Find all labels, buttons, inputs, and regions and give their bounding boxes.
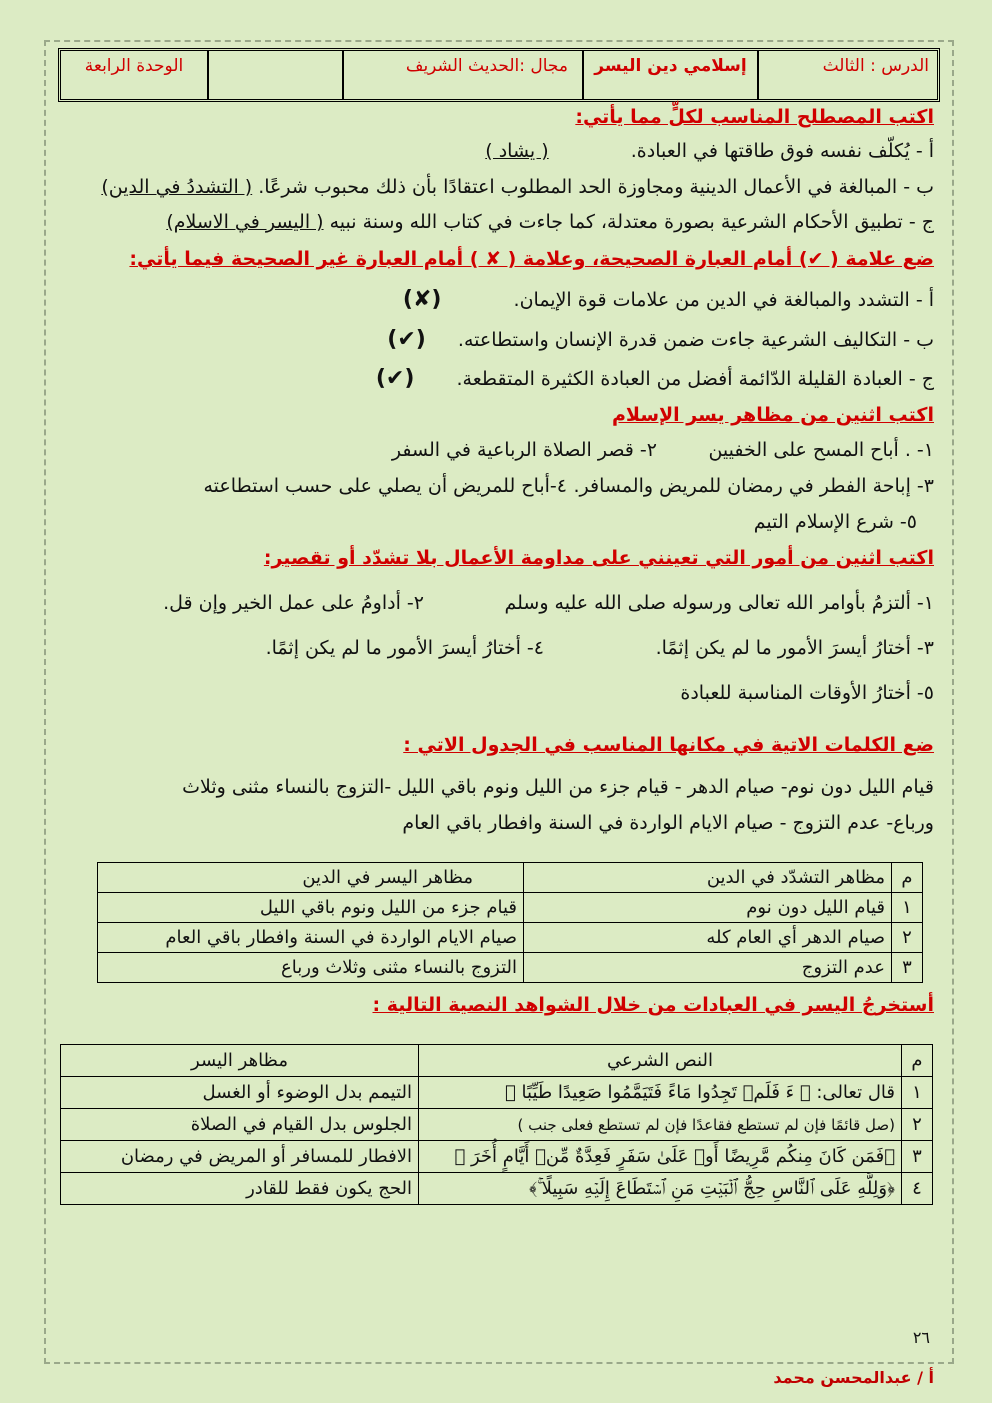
ease-cell: الجلوس بدل القيام في الصلاة (61, 1109, 419, 1141)
ease-cell: صيام الايام الواردة في السنة وافطار باقي العام (98, 923, 524, 953)
ease-cell: الحج يكون فقط للقادر (61, 1173, 419, 1205)
q1-c-text: ج - تطبيق الأحكام الشرعية بصورة معتدلة، كما جاءت في كتاب الله وسنة نبيه (329, 211, 934, 233)
table-header-row (98, 863, 923, 893)
q4-item-3: ٣- أختارُ أيسرَ الأمور ما لم يكن إثمًا. (655, 637, 934, 659)
q4-heading: اكتب اثنين من أمور التي تعينني على مداومة الأعمال بلا تشدّد أو تقصير: (263, 547, 934, 569)
page-number: ٢٦ (912, 1328, 930, 1347)
row-number: ٣ (892, 953, 923, 983)
q1-b-answer: ( التشددُ في الدين) (101, 176, 253, 198)
table-header-row (61, 1045, 933, 1077)
row-number: ٢ (892, 923, 923, 953)
table-row (98, 953, 923, 983)
text-cell: (صل قائمًا فإن لم تستطع فقاعدًا فإن لم تستطع فعلى جنب ) (419, 1109, 902, 1141)
q1-b-text: ب - المبالغة في الأعمال الدينية ومجاوزة الحد المطلوب اعتقادًا بأن ذلك محبوب شرعًا. (258, 176, 934, 198)
q2-item-c (376, 366, 934, 391)
col-number: م (892, 863, 923, 893)
q4-item-5: ٥- أختارُ الأوقات المناسبة للعبادة (680, 682, 934, 704)
header-empty-cell (207, 51, 342, 99)
q2-c-mark: (✔) (375, 366, 415, 391)
q3-item-2: ٢- قصر الصلاة الرباعية في السفر (391, 439, 657, 461)
table-row (98, 923, 923, 953)
q4-item-4: ٤- أختارُ أيسرَ الأمور ما لم يكن إثمًا. (265, 637, 544, 659)
q5-words-line2: ورباع- عدم التزوج - صيام الايام الواردة في السنة وافطار باقي العام (402, 812, 934, 834)
col-strict: مظاهر التشدّد في الدين (524, 863, 892, 893)
q6-heading: أستخرجُ اليسر في العبادات من خلال الشواهد النصية التالية : (372, 994, 934, 1016)
q2-b-mark: (✔) (387, 327, 426, 352)
col-ease: مظاهر اليسر في الدين (98, 863, 524, 893)
q1-item-a (485, 140, 934, 162)
q6-table (60, 1044, 933, 1205)
table-row (61, 1077, 933, 1109)
q3-item-3: ٣- إباحة الفطر في رمضان للمريض والمسافر. (573, 475, 934, 497)
q1-c-answer: ( اليسر في الاسلام) (166, 211, 324, 233)
col-number: م (902, 1045, 933, 1077)
q2-heading: ضع علامة ( ✔) أمام العبارة الصحيحة، وعلامة ( ✘ ) أمام العبارة غير الصحيحة فيما يأتي: (129, 248, 934, 270)
text-cell: قال تعالى: ﴿ ءَ فَلَمۡ تَجِدُوا مَاءً فَتَيَمَّمُوا صَعِيدًا طَيِّبًا ﴾ (419, 1077, 902, 1109)
q2-b-text: ب - التكاليف الشرعية جاءت ضمن قدرة الإنسان واستطاعته. (457, 329, 934, 351)
q3-item-1: ١- . أباح المسح على الخفيين (708, 439, 934, 461)
row-number: ١ (902, 1077, 933, 1109)
row-number: ٢ (902, 1109, 933, 1141)
q5-heading: ضع الكلمات الاتية في مكانها المناسب في الجدول الاتي : (403, 734, 934, 756)
ease-cell: الافطار للمسافر أو المريض في رمضان (61, 1141, 419, 1173)
table-row (61, 1173, 933, 1205)
q4-item-1: ١- ألتزمُ بأوامر الله تعالى ورسوله صلى الله عليه وسلم (504, 592, 934, 614)
lesson-unit: الوحدة الرابعة (84, 56, 184, 76)
q2-c-text: ج - العبادة القليلة الدّائمة أفضل من العبادة الكثيرة المتقطعة. (456, 368, 934, 390)
q2-a-mark: (✘) (402, 287, 442, 312)
col-ease: مظاهر اليسر (61, 1045, 419, 1077)
q2-a-text: أ - التشدد والمبالغة في الدين من علامات قوة الإيمان. (513, 289, 934, 311)
row-number: ٣ (902, 1141, 933, 1173)
col-text: النص الشرعي (419, 1045, 902, 1077)
ease-cell: قيام جزء من الليل ونوم باقي الليل (98, 893, 524, 923)
ease-cell: التزوج بالنساء مثنى وثلاث ورباع (98, 953, 524, 983)
text-cell: ﴿وَلِلَّهِ عَلَى ٱلنَّاسِ حِجُّ ٱلۡبَيۡتِ مَنِ ٱسۡتَطَاعَ إِلَيۡهِ سَبِيلًا ۚ﴾ (419, 1173, 902, 1205)
q5-table (97, 862, 923, 983)
row-number: ٤ (902, 1173, 933, 1205)
text-cell: ﴿فَمَن كَانَ مِنكُم مَّرِيضًا أَوۡ عَلَىٰ سَفَرٍ فَعِدَّةٌ مِّنۡ أَيَّامٍ أُخَرَ ﴾ (419, 1141, 902, 1173)
row-number: ١ (892, 893, 923, 923)
strict-cell: قيام الليل دون نوم (524, 893, 892, 923)
q1-item-c (166, 211, 934, 233)
lesson-number: الدرس : الثالث (757, 51, 937, 99)
q3-item-5: ٥- شرع الإسلام التيم (753, 511, 917, 533)
table-row (61, 1109, 933, 1141)
ease-cell: التيمم بدل الوضوء أو الغسل (61, 1077, 419, 1109)
lesson-header (58, 48, 940, 102)
strict-cell: صيام الدهر أي العام كله (524, 923, 892, 953)
q1-heading: اكتب المصطلح المناسب لكلٍّ مما يأتي: (575, 106, 934, 128)
strict-cell: عدم التزوج (524, 953, 892, 983)
lesson-field: مجال :الحديث الشريف (342, 51, 582, 99)
table-row (61, 1141, 933, 1173)
q2-item-b (387, 327, 934, 352)
q2-item-a (403, 287, 934, 312)
q4-item-2: ٢- أداومُ على عمل الخير وإن قل. (163, 592, 424, 614)
q3-item-4: ٤-أباح للمريض أن يصلي على حسب استطاعته (203, 475, 567, 497)
q1-a-text: أ - يُكلّف نفسه فوق طاقتها في العبادة. (630, 140, 934, 162)
author-credit: أ / عبدالمحسن محمد (773, 1368, 934, 1387)
q1-item-b (101, 176, 934, 198)
table-row (98, 893, 923, 923)
q5-words-line1: قيام الليل دون نوم- صيام الدهر - قيام جزء من الليل ونوم باقي الليل -التزوج بالنساء مثنى وثلاث (182, 776, 934, 798)
lesson-title: إسلامي دين اليسر (582, 51, 757, 99)
q3-heading: اكتب اثنين من مظاهر يسر الإسلام (611, 404, 934, 426)
q1-a-answer: ( يشاد ) (485, 140, 549, 162)
